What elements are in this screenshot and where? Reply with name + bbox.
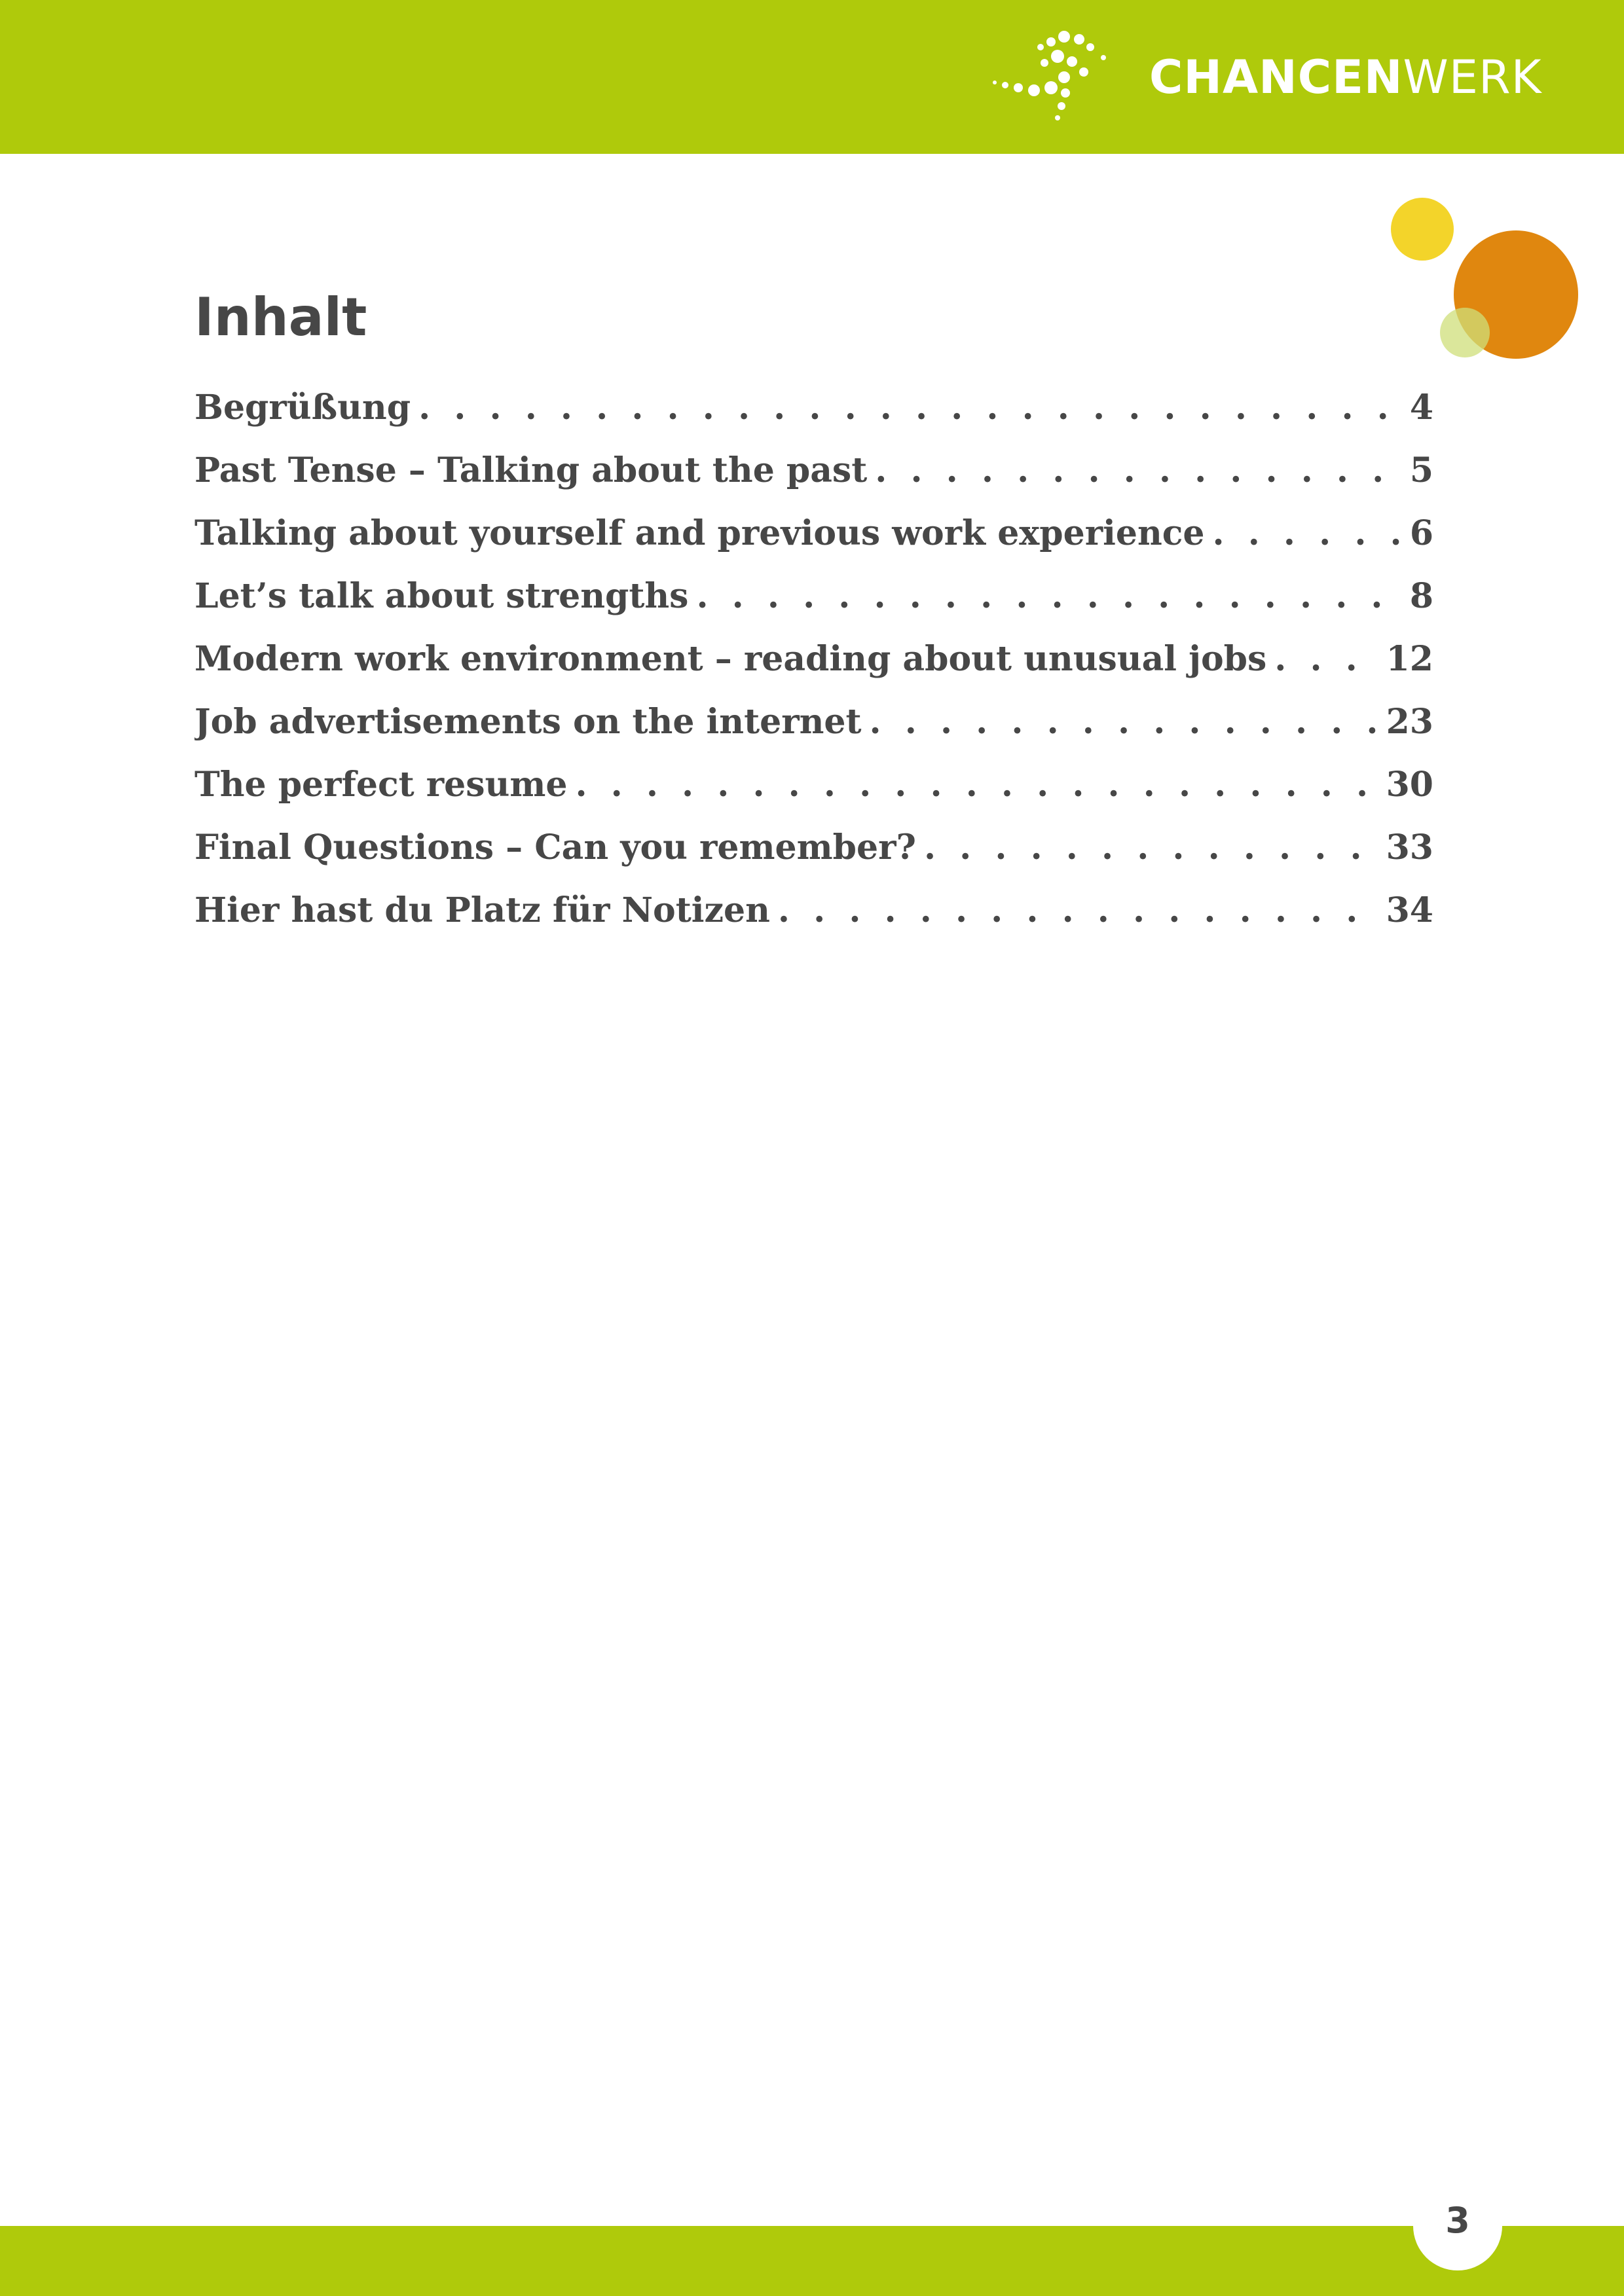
toc-entry-title: Job advertisements on the internet bbox=[194, 702, 862, 742]
toc-dot-leader bbox=[418, 388, 1407, 428]
toc-entry-title: The perfect resume bbox=[194, 765, 568, 805]
toc-entry[interactable] bbox=[194, 388, 1433, 450]
toc-dot-leader bbox=[870, 702, 1384, 742]
logo-wordmark bbox=[1149, 50, 1541, 104]
toc-entry-page: 12 bbox=[1386, 639, 1433, 679]
page-number: 3 bbox=[1445, 2200, 1470, 2241]
toc-dot-leader bbox=[1213, 513, 1407, 553]
toc-entry[interactable] bbox=[194, 890, 1433, 953]
toc-entry-page: 4 bbox=[1409, 388, 1433, 428]
toc-dot-leader bbox=[924, 828, 1384, 867]
toc-entry[interactable] bbox=[194, 702, 1433, 765]
toc-entry-page: 5 bbox=[1409, 450, 1433, 490]
toc-entry[interactable] bbox=[194, 639, 1433, 702]
toc-entry-page: 33 bbox=[1386, 828, 1433, 867]
toc-entry-title: Let’s talk about strengths bbox=[194, 576, 689, 616]
toc-entry-title: Past Tense – Talking about the past bbox=[194, 450, 868, 490]
toc-entry-title: Talking about yourself and previous work experience bbox=[194, 513, 1205, 553]
toc-dot-leader bbox=[696, 576, 1407, 616]
table-of-contents bbox=[194, 388, 1433, 953]
toc-entry-title: Modern work environment – reading about unusual jobs bbox=[194, 639, 1267, 679]
decorative-circles bbox=[1375, 190, 1591, 367]
toc-entry-title: Begrüßung bbox=[194, 388, 411, 428]
logo-text-light: WERK bbox=[1403, 50, 1542, 104]
toc-entry-title: Final Questions – Can you remember? bbox=[194, 828, 916, 867]
toc-dot-leader bbox=[778, 890, 1384, 930]
toc-entry-page: 30 bbox=[1386, 765, 1433, 805]
toc-entry-page: 34 bbox=[1386, 890, 1433, 930]
chancenwerk-logo bbox=[986, 25, 1541, 130]
header-band bbox=[0, 0, 1624, 154]
toc-entry-title: Hier hast du Platz für Notizen bbox=[194, 890, 770, 930]
toc-dot-leader bbox=[1274, 639, 1383, 679]
toc-entry-page: 6 bbox=[1409, 513, 1433, 553]
toc-entry[interactable] bbox=[194, 765, 1433, 828]
toc-dot-leader bbox=[575, 765, 1383, 805]
footer-band bbox=[0, 2226, 1624, 2296]
toc-entry-page: 23 bbox=[1386, 702, 1433, 742]
yellow-circle-decoration bbox=[1391, 198, 1454, 261]
toc-entry[interactable] bbox=[194, 513, 1433, 576]
page-title: Inhalt bbox=[194, 287, 367, 348]
toc-entry[interactable] bbox=[194, 576, 1433, 639]
toc-entry[interactable] bbox=[194, 450, 1433, 513]
logo-text-strong: CHANCEN bbox=[1149, 50, 1403, 104]
dotted-swirl-logo-icon bbox=[986, 25, 1123, 130]
toc-entry[interactable] bbox=[194, 828, 1433, 890]
toc-entry-page: 8 bbox=[1409, 576, 1433, 616]
toc-dot-leader bbox=[875, 450, 1407, 490]
light-green-circle-decoration bbox=[1440, 308, 1490, 357]
